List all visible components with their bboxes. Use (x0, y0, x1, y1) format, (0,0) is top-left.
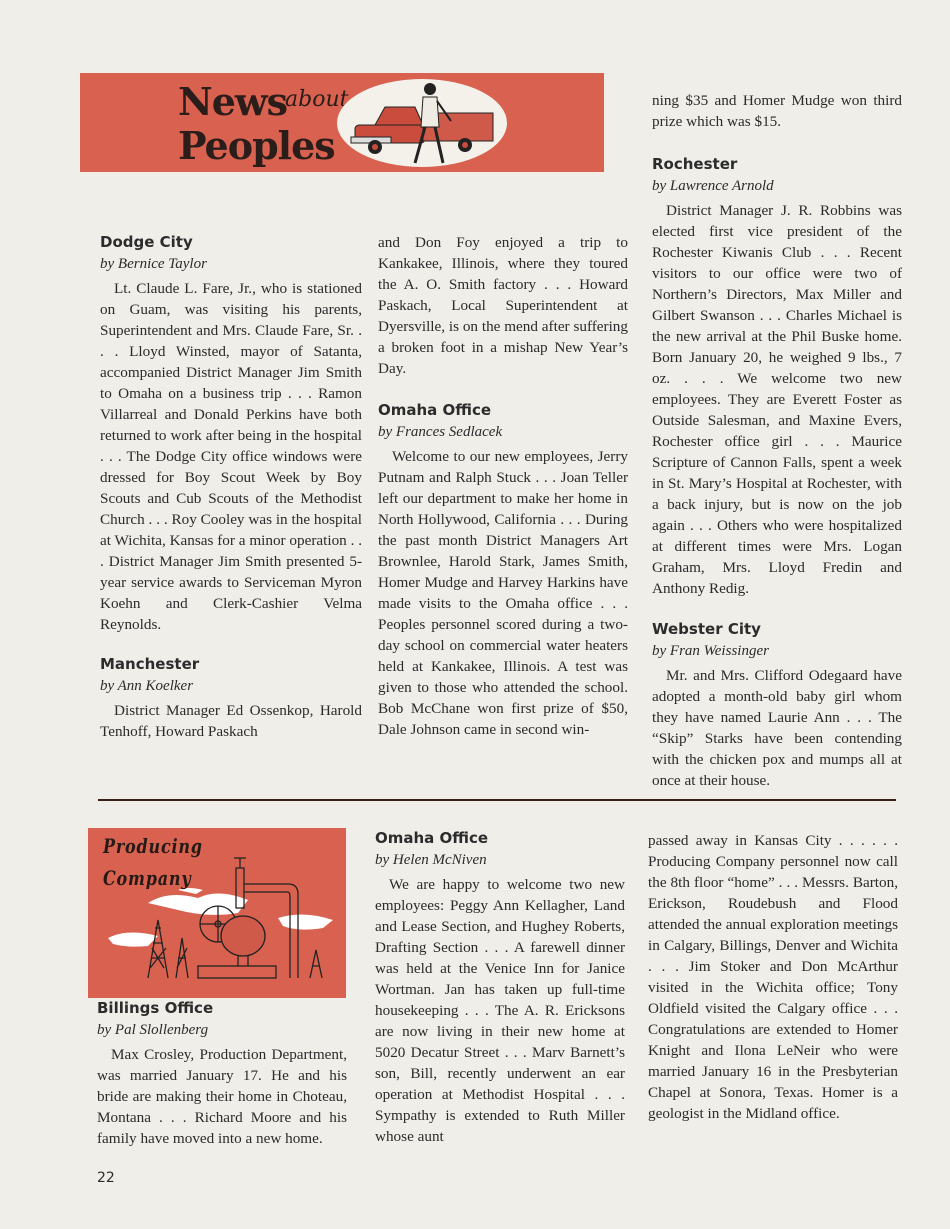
news-about-peoples-banner (80, 73, 604, 172)
truck-serviceman-illustration (335, 77, 510, 169)
page-number: 22 (97, 1170, 115, 1186)
byline-webster-city: by Fran Weissinger (652, 643, 769, 659)
byline-dodge-city: by Bernice Taylor (100, 256, 207, 272)
section-heading-manchester: Manchester (100, 655, 200, 673)
article-body-omaha-office-2-part1: We are happy to welcome two new employees: Peggy Ann Kellagher, Land and Lease Section, and Hughey Roberts, Drafting Section . . . A farewell dinner was held at the Venice Inn for Janice Wortman. Jan has taken up full-time housekeeping . . . The A. R. Ericksons are now living in their new home at 5020 Decatur Street . . . Marv Barnett’s son, Bill, recently underwent an ear operation at Methodist Hospital . . . Sympathy is extended to Ruth Miller whose aunt (375, 876, 625, 1145)
column-3-top (652, 90, 902, 791)
byline-omaha-office-2: by Helen McNiven (375, 852, 487, 868)
byline-manchester: by Ann Koelker (100, 678, 194, 694)
producing-company-illustration (88, 828, 346, 998)
section-heading-omaha-office-2: Omaha Office (375, 829, 489, 847)
byline-rochester: by Lawrence Arnold (652, 178, 774, 194)
banner-title-news: News (178, 79, 288, 124)
banner-title-peoples: Peoples (178, 123, 335, 168)
section-heading-dodge-city: Dodge City (100, 233, 193, 251)
section-heading-omaha-office-1: Omaha Office (378, 401, 492, 419)
article-body-omaha-office-1-part2: ning $35 and Homer Mudge won third prize which was $15. (652, 92, 902, 130)
column-1-top (100, 232, 362, 742)
article-body-billings-office: Max Crosley, Production Department, was married January 17. He and his bride are making their home in Choteau, Montana . . . Richard Moore and his family have moved into a new home. (97, 1046, 347, 1147)
banner-title-about: about (285, 87, 349, 112)
column-2-top (378, 232, 628, 740)
column-2-bottom (375, 828, 625, 1147)
article-body-dodge-city: Lt. Claude L. Fare, Jr., who is stationed on Guam, was visiting his parents, Superintendent and Mrs. Claude Fare, Sr. . . . Lloyd Winsted, mayor of Satanta, accompanied District Manager Jim Smith to Omaha on a business trip . . . Ramon Villarreal and Donald Perkins have both returned to work after being in the hospital . . . The Dodge City office windows were dressed for Boy Scout Week by Boy Scouts and Cub Scouts of the Methodist Church . . . Roy Cooley was in the hospital at Wichita, Kansas for a minor operation . . . District Manager Jim Smith presented 5-year service awards to Serviceman Myron Koehn and Clerk-Cashier Velma Reynolds. (100, 280, 362, 633)
article-body-omaha-office-2-part2: passed away in Kansas City . . . . . . Producing Company personnel now call the 8th floor “home” . . . Messrs. Barton, Erickson, Roudebush and Flood attended the annual exploration meetings in Calgary, Billings, Denver and Wichita . . . Jim Stoker and Don McArthur visited in the Wichita office; Tony Oldfield visited the Calgary office . . . Congratulations are extended to Homer Knight and Ilona LeNeir who were married January 16 in the Presbyterian Chapel at Sonora, Texas. Homer is a geologist in the Midland office. (648, 832, 898, 1122)
byline-billings-office: by Pal Slollenberg (97, 1022, 209, 1038)
byline-omaha-office-1: by Frances Sedlacek (378, 424, 503, 440)
producing-company-label-line1: Producing (103, 834, 203, 858)
article-body-webster-city: Mr. and Mrs. Clifford Odegaard have adopted a month-old baby girl whom they have named Laurie Ann . . . The “Skip” Starks have been contending with the chicken pox and mumps all at once at their house. (652, 667, 902, 789)
section-heading-webster-city: Webster City (652, 620, 761, 638)
article-body-omaha-office-1-part1: Welcome to our new employees, Jerry Putnam and Ralph Stuck . . . Joan Teller left our department to make her home in North Hollywood, California . . . During the past month District Managers Art Brownlee, Harold Stark, James Smith, Homer Mudge and Harvey Harkins have made visits to the Omaha office . . . Peoples personnel scored during a two-day school on commercial water heaters held at Kankakee, Illinois. A test was given to those who attended the school. Bob McChane won first prize of $50, Dale Johnson came in second win- (378, 448, 628, 738)
column-3-bottom (648, 830, 898, 1124)
producing-company-label-line2: Company (103, 866, 192, 890)
section-heading-billings-office: Billings Office (97, 999, 214, 1017)
article-body-manchester-part1: District Manager Ed Ossenkop, Harold Tenhoff, Howard Paskach (100, 702, 362, 740)
article-body-manchester-part2: and Don Foy enjoyed a trip to Kankakee, Illinois, where they toured the A. O. Smith factory . . . Howard Paskach, Local Superintendent at Dyersville, is on the mend after suffering a broken foot in a mishap New Year’s Day. (378, 234, 628, 377)
section-heading-rochester: Rochester (652, 155, 738, 173)
section-divider (98, 799, 896, 801)
article-body-rochester: District Manager J. R. Robbins was elected first vice president of the Rochester Kiwanis Club . . . Recent visitors to our office were two of Northern’s Directors, Max Miller and Gilbert Swanson . . . Charles Michael is the new arrival at the Phil Buske home. Born January 20, he weighed 9 lbs., 7 oz. . . . We welcome two new employees. They are Everett Foster as Outside Salesman, and Maxine Evers, Rochester office girl . . . Maurice Scripture of Cannon Falls, spent a week in St. Mary’s Hospital at Rochester, with a back injury, but is now on the job again . . . Others who were hospitalized at different times were Mrs. Logan Graham, Mrs. Lloyd Fredin and Anthony Redig. (652, 202, 902, 597)
column-1-bottom (97, 998, 347, 1149)
